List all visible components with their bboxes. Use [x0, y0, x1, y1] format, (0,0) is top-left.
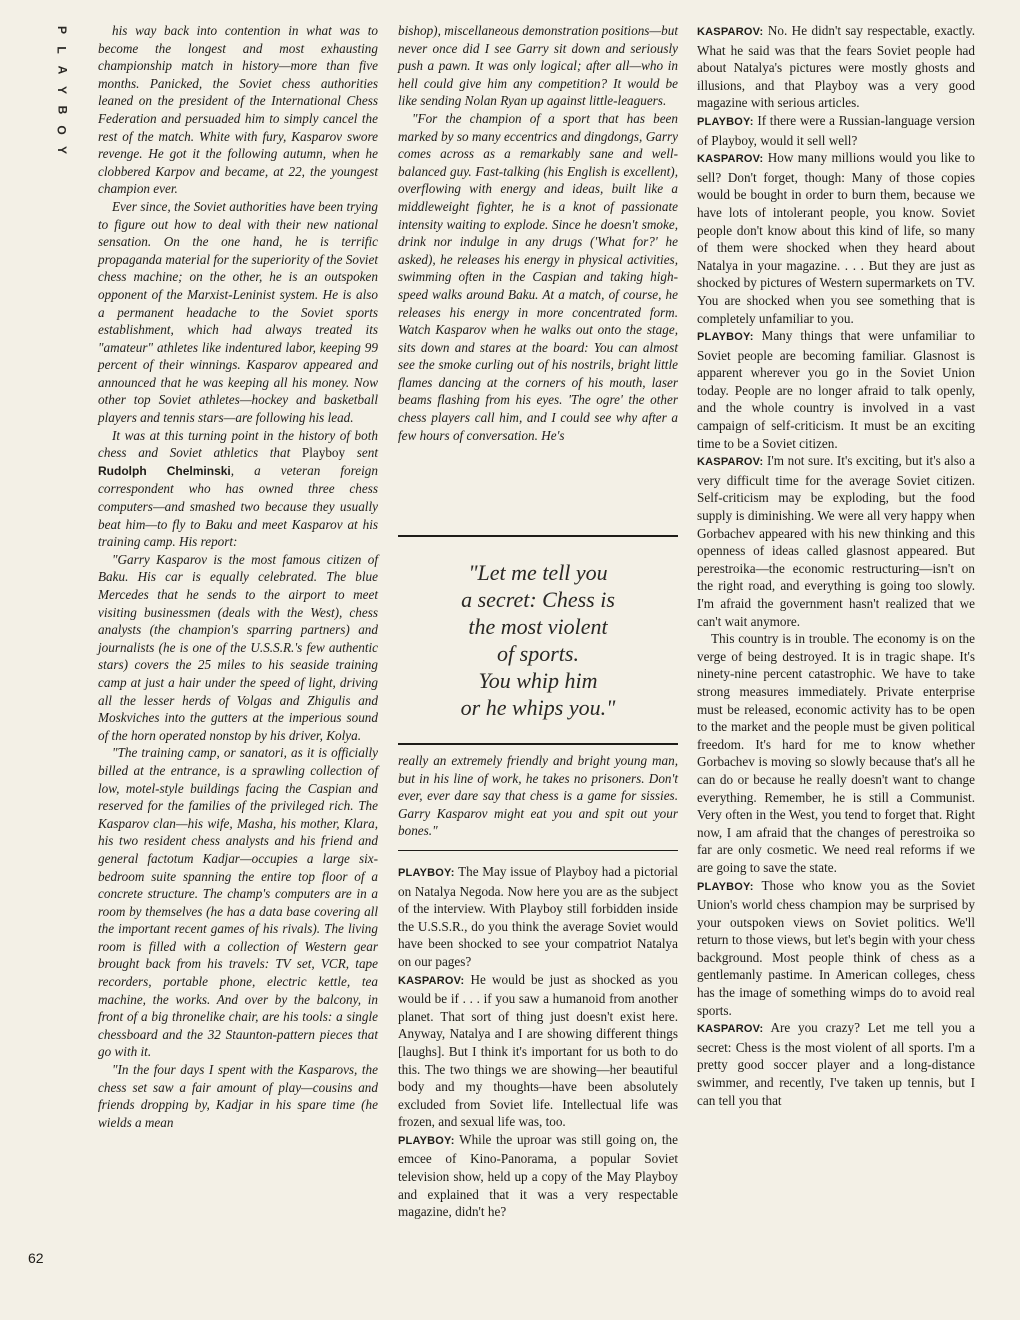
pull-quote-line: You whip him	[478, 668, 598, 693]
brand-letter: Y	[54, 85, 69, 95]
pull-quote	[398, 535, 678, 745]
interview-text: While the uproar was still going on, the emcee of Kino-Panorama, a popular Soviet television show, held up a copy of the May Playboy and explained that it was a very respectable magazine, didn't he?	[398, 1131, 679, 1220]
interview-paragraph	[697, 630, 975, 876]
speaker-label: PLAYBOY:	[697, 331, 754, 344]
interview-exchange	[697, 877, 975, 1020]
interview-text: Are you crazy? Let me tell you a secret: Chess is the most violent of all sports. I'm a pretty good soccer player and a long-distance swimmer, and recently, I've taken up tennis, but I can tell you that	[697, 1020, 975, 1108]
section-divider	[398, 850, 678, 851]
column-intro-1	[98, 22, 378, 1131]
pull-quote-line: a secret: Chess is	[461, 587, 615, 612]
magazine-name: Playboy	[301, 445, 346, 461]
brand-letter: O	[55, 125, 69, 135]
speaker-label: PLAYBOY:	[398, 866, 455, 879]
interview-exchange	[398, 1131, 678, 1221]
speaker-label: KASPAROV:	[697, 456, 764, 469]
intro-paragraph: "For the champion of a sport that has been marked by so many eccentrics and dingdongs, Garry comes across as a remarkably sane and well-balanced guy. Fast-talking (his English is excellent), overflowing with energy and ideas, built like a middleweight fighter, he is a knot of passionate intensity waiting to explode. Since he doesn't smoke, drink nor indulge in any drugs ('What for?' he asked), he releases his energy in physical activities, swimming often in the Caspian and taking high-speed walks around Baku. At a match, of course, he releases his energy in more concentrated form. Watch Kasparov when he walks out onto the stage, sits down and stares at the board: You can almost see the smoke curling out of his nostrils, bright little flames dancing at the corners of his mouth, laser beams flashing from his eyes. 'The ogre' the other chess players call him, and I could see why after a few hours of conversation. He's	[398, 110, 678, 443]
intro-paragraph: bishop), miscellaneous demonstration positions—but never once did I see Garry sit down and seriously push a pawn. It was only logical; after all—who in hell could give him any competition? It would be like sending Nolan Ryan up against little-leaguers.	[398, 23, 678, 109]
speaker-label: PLAYBOY:	[697, 880, 754, 893]
intro-paragraph: "The training camp, or sanatori, as it is officially billed at the entrance, is a sprawling collection of low, motel-style buildings facing the Caspian and reserved for the families of the privileged rich. The Kasparov clan—his wife, Masha, his mother, Klara, his two resident chess analysts and his friend and general factotum Kadjar—occupies a large six-bedroom suite spanning the entire top floor of a concrete structure. The champ's computers are in a room by themselves (he has a data base covering all the important recent games of his rivals). The living room is filled with a collection of Western gear brought back from his travels: TV set, VCR, tape recorders, portable phone, electric kettle, tea machine, the works. And over by the balcony, in front of a big thronelike chair, are his tools: a single chessboard and the 32 Staunton-pattern pieces that go with it.	[98, 745, 378, 1060]
interview-text: He would be just as shocked as you would be if . . . if you saw a humanoid from another planet. That sort of thing just doesn't exist here. Anyway, Natalya and I are showing different things [laughs]. But I think it's important for us both to do this. The two things we are showing—her beautiful body and my thoughts—have been absolutely excluded from Soviet life. Intellectual life was frozen, and sexual life was, too.	[398, 971, 679, 1130]
interview-text: This country is in trouble. The economy is on the verge of being destroyed. It is in tragic shape. It's ninety-nine percent catastrophic. We have to take strong measures immediately. Private enterprise must be released, economic activity has to be open to the market and the people must be given political freedom. It's hard for me to know whether Gorbachev is moving so slowly because that's all he can do or because he really doesn't want to change everything. Remember, he is still a Communist. Very often in the West, you tend to forget that. Right now, I am afraid that the changes of perestroika so far are only cosmetic. We need real reforms if we are going to save the state.	[697, 631, 975, 875]
interview-text: How many millions would you like to sell? Don't forget, though: Many of those copies would be bought in order to burn them, because we have lots of intolerant people, you know. Soviet people don't know about this kind of life, so many of them were shocked when they heard about Natalya in your magazine. . . . But they are just as shocked by pictures of Western supermarkets on TV. You are shocked when you see something that is completely unfamiliar to you.	[697, 150, 975, 326]
author-byline: Rudolph Chelminski	[98, 463, 231, 478]
interview-text: Those who know you as the Soviet Union's world chess champion may be surprised by your outspoken views on Soviet politics. We'll return to those views, but let's begin with your chess background. Most people think of chess as a gentlemanly pastime. In American colleges, chess has the image of something wimps do to avoid real sports.	[697, 877, 975, 1018]
pull-quote-line: the most violent	[468, 614, 608, 639]
column-interview-3	[697, 22, 975, 1109]
pull-quote-line: of sports.	[497, 641, 579, 666]
brand-letter: B	[54, 105, 69, 115]
column-interview-2	[398, 752, 678, 1221]
interview-text: The May issue of Playboy had a pictorial on Natalya Negoda. Now here you are as the subject of the interview. With Playboy still forbidden inside the U.S.S.R., do you think the average Soviet would have been shocked to see your compatriot Natalya on our pages?	[398, 863, 678, 969]
text-run: It was at this turning point in the history of both chess and Soviet athletics that	[98, 427, 378, 461]
interview-text: I'm not sure. It's exciting, but it's also a very difficult time for the average Soviet citizen. Self-criticism may be exploding, but the food supply is diminishing. We were all very happy when Gorbachev appeared with his new thinking and this openness of ideas called glasnost appeared. But perestroika—the economic restructuring—isn't on the right road, and everything is going too slowly. I'm afraid the government hasn't realized that we can't wait anymore.	[697, 453, 975, 629]
brand-letter: A	[54, 65, 69, 75]
intro-paragraph: his way back into contention in what was to become the longest and most exhausting championship match in history—more than five months. Panicked, the Soviet chess authorities leaned on the president of the International Chess Federation and persuaded him to simply cancel the rest of the match. White with fury, Kasparov swore revenge. He got it the following autumn, when he clobbered Karpov and became, at 22, the youngest champion ever.	[98, 23, 378, 197]
brand-letter: P	[54, 25, 69, 35]
interview-exchange	[398, 863, 678, 971]
text-run: sent	[345, 445, 378, 461]
speaker-label: KASPAROV:	[697, 153, 764, 166]
pull-quote-text	[461, 559, 616, 721]
interview-block-2	[398, 863, 678, 1221]
speaker-label: KASPAROV:	[697, 1023, 764, 1036]
interview-exchange	[697, 22, 975, 112]
page-number: 62	[28, 1250, 44, 1266]
interview-text: If there were a Russian-language version of Playboy, would it sell well?	[697, 112, 975, 148]
interview-exchange	[697, 149, 975, 327]
vertical-brand-label	[50, 20, 74, 160]
text-run: , a veteran foreign correspondent who has owned three chess computers—and smashed two because they usually beat him—to fly to Baku and meet Kasparov at his training camp. His report:	[98, 462, 378, 550]
speaker-label: KASPAROV:	[398, 974, 465, 987]
speaker-label: PLAYBOY:	[697, 115, 754, 128]
brand-letter: L	[55, 46, 69, 54]
interview-exchange	[697, 452, 975, 630]
interview-exchange	[697, 1019, 975, 1109]
intro-conclusion: really an extremely friendly and bright young man, but in his line of work, he takes no prisoners. Don't ever, ever dare say that chess is a game for sissies. Garry Kasparov might eat you and spit out your bones."	[398, 753, 678, 839]
pull-quote-line: "Let me tell you	[468, 560, 608, 585]
interview-exchange	[697, 327, 975, 452]
speaker-label: KASPAROV:	[697, 26, 764, 38]
brand-letter: Y	[54, 145, 69, 155]
intro-paragraph: Ever since, the Soviet authorities have been trying to figure out how to deal with their new national sensation. On the one hand, he is terrific propaganda material for the superiority of the Soviet chess machine; on the other, he is an outspoken opponent of the Marxist-Leninist system. He is also a permanent headache to the Soviet sports establishment, which had always treated its "amateur" athletes like indentured labor, keeping 99 percent of their winnings. Kasparov appeared and announced that he was keeping all his money. Now other top Soviet athletes—hockey and basketball players and tennis stars—are following his lead.	[98, 198, 378, 426]
intro-paragraph: "In the four days I spent with the Kasparovs, the chess set saw a fair amount of play—cousins and friends dropping by, Kadjar in his spare time (he wields a mean	[98, 1062, 378, 1130]
interview-text: Many things that were unfamiliar to Soviet people are becoming familiar. Glasnost is apparent wherever you go in the Soviet Union today. People are no longer afraid to talk openly, and the whole country is involved in a vast campaign of self-criticism. It must be an exciting time to be a Soviet citizen.	[697, 328, 975, 451]
interview-exchange	[398, 971, 678, 1131]
intro-paragraph	[98, 427, 378, 551]
interview-exchange	[697, 112, 975, 149]
interview-text: No. He didn't say respectable, exactly. What he said was that the fears Soviet people had about Natalya's pictures were mostly ghosts and illusions, and that Playboy was a very good magazine with serious articles.	[697, 23, 975, 111]
pull-quote-line: or he whips you."	[460, 695, 616, 720]
intro-paragraph: "Garry Kasparov is the most famous citizen of Baku. His car is equally celebrated. The blue Mercedes that he sends to the airport to meet visiting businessmen (deals with the West), chess analysts (the champion's sparring partners) and journalists (he is one of the U.S.S.R.'s few authentic stars) covers the 25 miles to his seaside training camp at just a hair under the speed of light, driving all the lesser herds of Volgas and Zhigulis and Moskviches into the gutters at the imperious sound of the horn operated nonstop by his driver, Kolya.	[98, 551, 378, 743]
speaker-label: PLAYBOY:	[398, 1134, 455, 1147]
column-intro-2	[398, 22, 678, 444]
